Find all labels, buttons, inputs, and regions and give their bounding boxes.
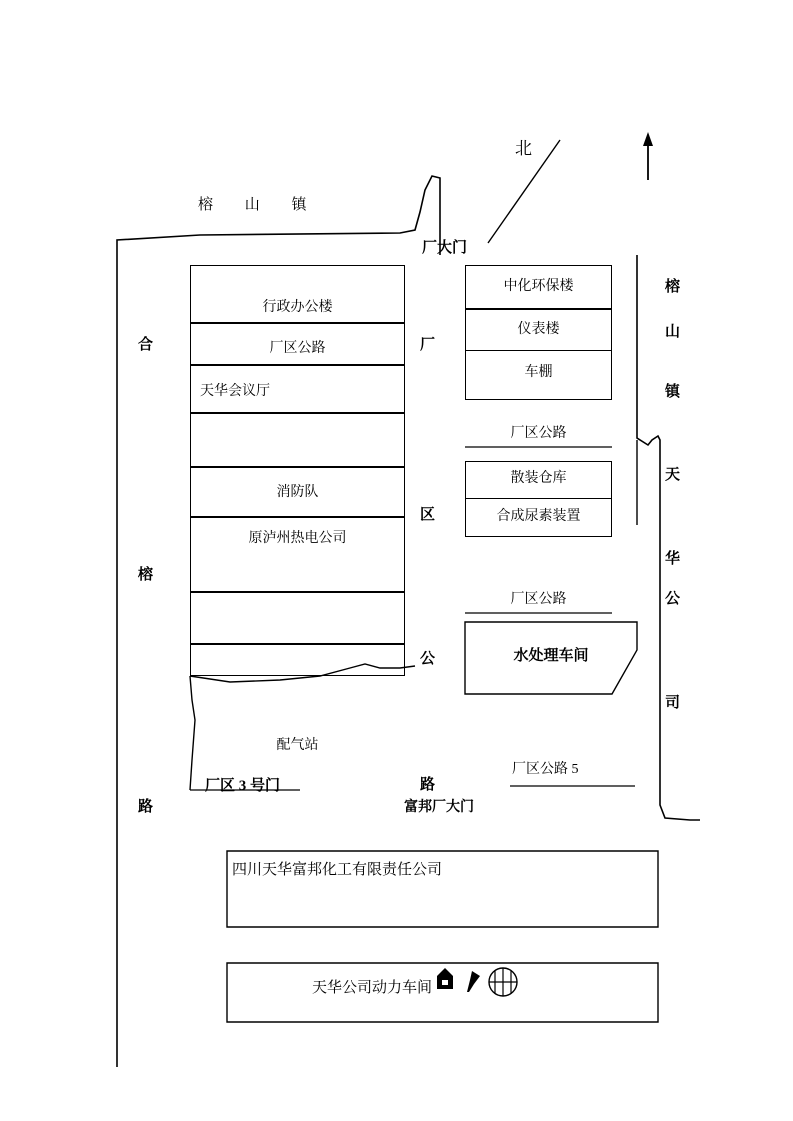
right-company-char-3 <box>665 696 680 711</box>
right-town-label-0: 榕 <box>665 279 681 295</box>
left-block-6 <box>190 592 405 644</box>
left-block-3 <box>190 413 405 467</box>
right-town-label-2: 镇 <box>665 384 681 400</box>
left-block-5 <box>190 517 405 592</box>
right-road-3-label: 厂区公路 5 <box>512 762 579 777</box>
right-company-label-1: 华 <box>665 551 681 567</box>
right-company-label-3: 司 <box>665 695 681 711</box>
left-road-char-2: 路 <box>138 799 154 815</box>
right-block-2-label: 车棚 <box>524 365 553 380</box>
left-block-1-label: 厂区公路 <box>269 341 326 356</box>
left-road-char-1: 榕 <box>138 567 154 583</box>
center-road-label-2: 公 <box>420 651 436 667</box>
left-block-7 <box>190 644 405 676</box>
gate3-label: 厂区 3 号门 <box>205 778 281 794</box>
left-road-vertical <box>138 338 153 353</box>
top-town-label: 榕 山 镇 <box>198 197 321 213</box>
right-block-3-label: 散装仓库 <box>510 471 567 486</box>
right-town-char-2 <box>665 385 680 400</box>
center-road-label-0: 厂 <box>420 337 436 353</box>
north-label: 北 <box>515 139 532 158</box>
center-road-char-1 <box>420 508 435 523</box>
water-plant-label: 水处理车间 <box>513 648 589 664</box>
right-town-label-1: 山 <box>665 324 681 340</box>
right-road-2-label: 厂区公路 <box>510 592 567 607</box>
right-block-4-label: 合成尿素装置 <box>496 509 581 524</box>
right-road-1-label: 厂区公路 <box>510 426 567 441</box>
left-block-5-label: 原泸州热电公司 <box>248 531 347 546</box>
right-company-char-0 <box>665 468 680 483</box>
bottom-block-0-label: 四川天华富邦化工有限责任公司 <box>232 862 443 878</box>
right-block-0-label: 中化环保楼 <box>503 279 574 294</box>
fubang-gate-label: 富邦厂大门 <box>404 800 474 815</box>
center-road-char-2 <box>420 652 435 667</box>
center-road-char-3 <box>420 778 435 793</box>
center-road-label-3: 路 <box>420 777 436 793</box>
left-lower-label: 配气站 <box>276 738 319 753</box>
right-company-label-2: 公 <box>665 591 681 607</box>
left-road-vertical-2 <box>138 568 153 583</box>
right-company-char-2 <box>665 592 680 607</box>
right-block-1-label: 仪表楼 <box>517 322 560 337</box>
right-town-char-1 <box>665 325 680 340</box>
main-gate-label: 厂大门 <box>422 240 468 256</box>
left-block-2-label: 天华会议厅 <box>200 384 270 399</box>
left-block-0-label: 行政办公楼 <box>262 300 333 315</box>
center-road-char-0 <box>420 338 435 353</box>
center-road-label-1: 区 <box>420 507 436 523</box>
left-road-char-0: 合 <box>138 337 154 353</box>
bottom-block-1-label: 天华公司动力车间 <box>312 980 433 996</box>
left-road-vertical-3 <box>138 800 153 815</box>
right-company-char-1 <box>665 552 680 567</box>
right-town-char-0 <box>665 280 680 295</box>
right-company-label-0: 天 <box>665 467 681 483</box>
left-block-4-label: 消防队 <box>276 485 319 500</box>
